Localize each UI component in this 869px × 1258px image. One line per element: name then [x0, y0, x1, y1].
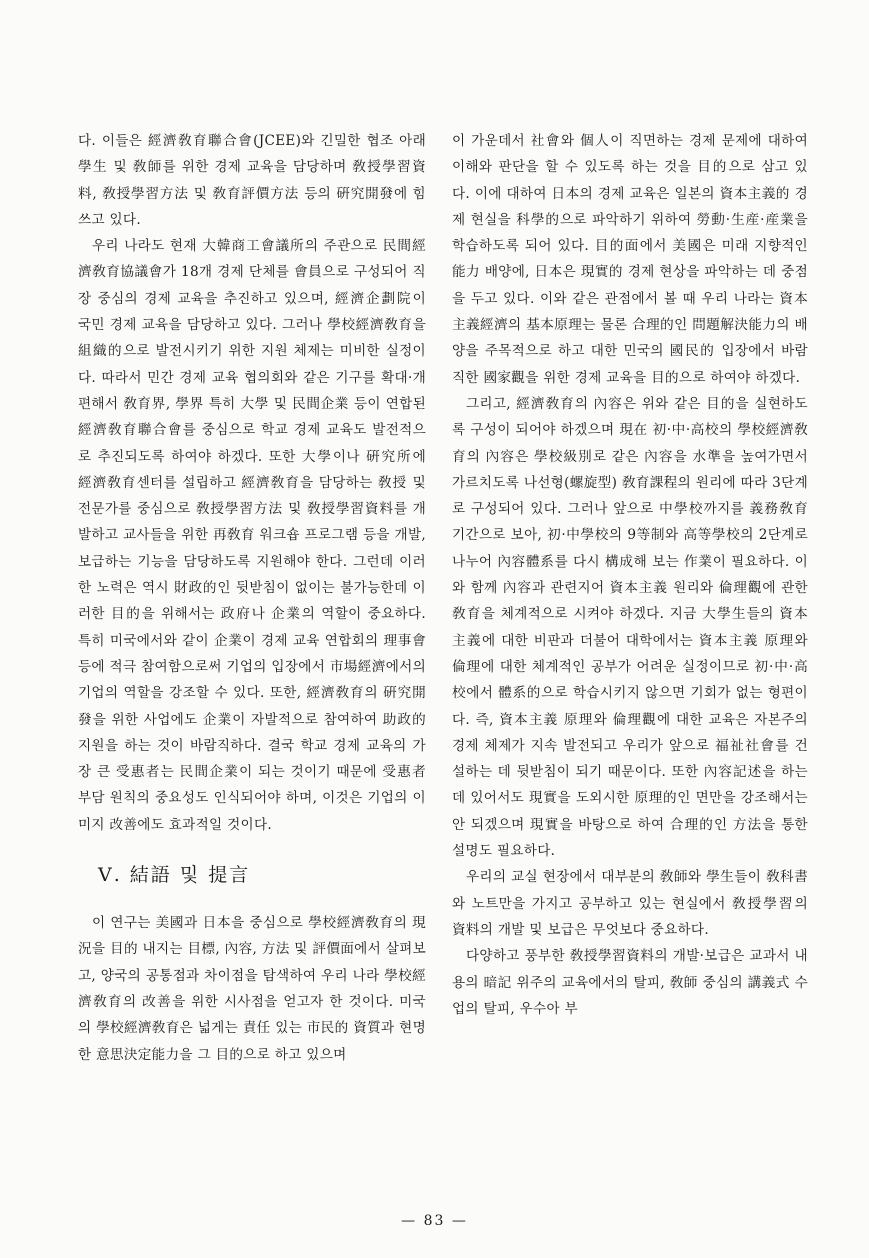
- section-heading: Ⅴ. 結語 및 提言: [98, 864, 251, 887]
- paragraph: 우리의 교실 현장에서 대부분의 敎師와 學生들이 敎科書와 노트만을 가지고 공부하고 있는 현실에서 敎授學習의 資料의 개발 및 보급은 무엇보다 중요하다.: [452, 869, 808, 938]
- page-number: — 83 —: [401, 1213, 468, 1229]
- paragraph: 이 가운데서 社會와 個人이 직면하는 경제 문제에 대하여 이해와 판단을 할 수 있도록 하는 것을 目的으로 삼고 있다. 이에 대하여 日本의 경제 교육은 일본의 資本主義的 경제 현실을 科學的으로 파악하기 위하여 勞動·生産·産業을 학습하도록 되어 있다. 目的面에서 美國은 미래 지향적인 能力 배양에, 日本은 現實的 경제 현상을 파악하는 데 중점을 두고 있다. 이와 같은 관점에서 볼 때 우리 나라는 資本主義經濟의 基本原理는 물론 合理的인 問題解決能力의 배양을 주목적으로 하고 대한 민국의 國民的 입장에서 바람직한 國家觀을 위한 경제 교육을 目的으로 하여야 하겠다.: [452, 133, 808, 386]
- paragraph: 우리 나라도 현재 大韓商工會議所의 주관으로 民間經濟敎育協議會가 18개 경제 단체를 會員으로 구성되어 직장 중심의 경제 교육을 추진하고 있으며, 經濟企劃院이 국민 경제 교육을 담당하고 있다. 그러나 學校經濟敎育을 組織的으로 발전시키기 위한 지원 체제는 미비한 실정이다. 따라서 민간 경제 교육 협의회와 같은 기구를 확대·개편해서 敎育界, 學界 특히 大學 및 民間企業 등이 연합된 經濟敎育聯合會를 중심으로 학교 경제 교육도 발전적으로 추진되도록 하여야 하겠다. 또한 大學이나 硏究所에 經濟敎育센터를 설립하고 經濟敎育을 담당하는 敎授 및 전문가를 중심으로 敎授學習方法 및 敎授學習資料를 개발하고 교사들을 위한 再敎育 워크숍 프로그램 등을 개발, 보급하는 기능을 담당하도록 지원해야 한다. 그런데 이러한 노력은 역시 財政的인 뒷받침이 없이는 불가능한데 이러한 目的을 위해서는 政府나 企業의 역할이 중요하다. 특히 미국에서와 같이 企業이 경제 교육 연합회의 理事會 등에 적극 참여함으로써 기업의 입장에서 市場經濟에서의 기업의 역할을 강조할 수 있다. 또한, 經濟敎育의 硏究開發을 위한 사업에도 企業이 자발적으로 참여하여 助政的 지원을 하는 것이 바람직하다. 결국 학교 경제 교육의 가장 큰 受惠者는 民間企業이 되는 것이기 때문에 受惠者 부담 원칙의 중요성도 인식되어야 하며, 이것은 기업의 이미지 改善에도 효과적일 것이다.: [78, 238, 426, 833]
- paragraph: 이 연구는 美國과 日本을 중심으로 學校經濟敎育의 現況을 目的 내지는 目標, 內容, 方法 및 評價面에서 살펴보고, 양국의 공통점과 차이점을 탐색하여 우리 나라 學校經濟敎育의 改善을 위한 시사점을 얻고자 한 것이다. 미국의 學校經濟敎育은 넓게는 責任 있는 市民的 資質과 현명한 意思決定能力을 그 目的으로 하고 있으며: [78, 915, 426, 1063]
- paragraph: 그리고, 經濟敎育의 內容은 위와 같은 目的을 실현하도록 구성이 되어야 하겠으며 現在 初·中·高校의 學校經濟敎育의 內容은 學校級別로 같은 內容을 水準을 높여가면서 가르치도록 나선형(螺旋型) 敎育課程의 원리에 따라 3단계로 구성되어 있다. 그러나 앞으로 中學校까지를 義務敎育 기간으로 보아, 初·中學校의 9等制와 高等學校의 2단계로 나누어 內容體系를 다시 構成해 보는 作業이 필요하다. 이와 함께 內容과 관련지어 資本主義 원리와 倫理觀에 관한 敎育을 체계적으로 시켜야 하겠다. 지금 大學生들의 資本主義에 대한 비판과 더불어 대학에서는 資本主義 原理와 倫理에 대한 체계적인 공부가 어려운 실정이므로 初·中·高校에서 體系的으로 학습시키지 않으면 기회가 없는 형편이다. 즉, 資本主義 原理와 倫理觀에 대한 교육은 자본주의 경제 체제가 지속 발전되고 우리가 앞으로 福祉社會를 건설하는 데 뒷받침이 되기 때문이다. 또한 內容記述을 하는 데 있어서도 現實을 도외시한 原理的인 면만을 강조해서는 안 되겠으며 現實을 바탕으로 하여 合理的인 方法을 통한 설명도 필요하다.: [452, 395, 808, 860]
- paragraph: 다. 이들은 經濟敎育聯合會(JCEE)와 긴밀한 협조 아래 學生 및 敎師를 위한 경제 교육을 담당하며 敎授學習資料, 敎授學習方法 및 敎育評價方法 등의 硏究開發에 힘쓰고 있다.: [78, 133, 426, 228]
- left-column: [78, 128, 426, 1068]
- paragraph: 다양하고 풍부한 敎授學習資料의 개발·보급은 교과서 내용의 暗記 위주의 교육에서의 탈피, 敎師 중심의 講義式 수업의 탈피, 우수아 부: [452, 948, 808, 1017]
- right-column: [452, 128, 808, 1022]
